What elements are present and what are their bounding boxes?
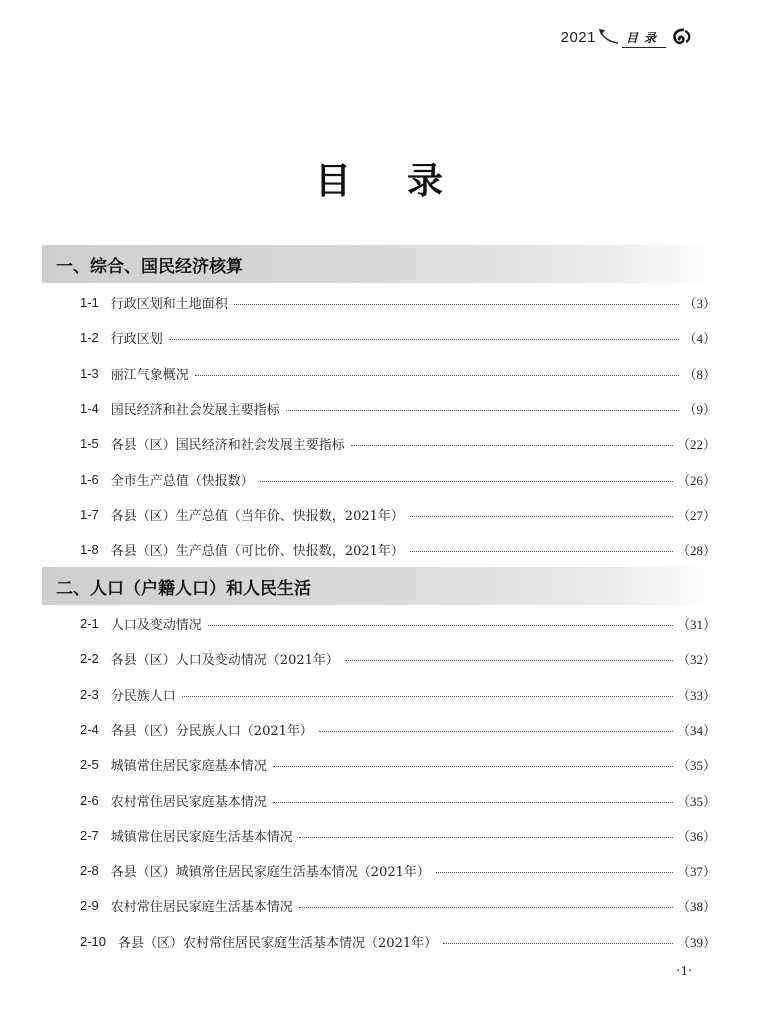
toc-entry-title: 农村常住居民家庭基本情况 — [110, 794, 267, 810]
toc-entry-page: （33） — [676, 687, 716, 703]
dot-leader — [410, 550, 673, 552]
toc-entry-number: 2-2 — [80, 650, 99, 666]
section-title: 二、人口（户籍人口）和人民生活 — [56, 578, 311, 599]
toc-entry-title: 国民经济和社会发展主要指标 — [110, 402, 280, 418]
dot-leader — [195, 374, 680, 376]
toc-entry-title: 各县（区）农村常住居民家庭生活基本情况（2021年） — [118, 935, 438, 951]
toc-entry[interactable] — [80, 362, 716, 384]
toc-entry[interactable] — [80, 503, 716, 525]
toc-entry[interactable] — [80, 753, 716, 775]
toc-entry[interactable] — [80, 397, 716, 419]
toc-entry-page: （36） — [676, 828, 716, 844]
section-title: 一、综合、国民经济核算 — [56, 256, 243, 277]
toc-entry-title: 城镇常住居民家庭生活基本情况 — [110, 829, 293, 845]
toc-entry[interactable] — [80, 930, 716, 952]
toc-entry[interactable] — [80, 683, 716, 705]
toc-entry-page: （34） — [676, 722, 716, 738]
toc-entry[interactable] — [80, 647, 716, 669]
toc-entry-page: （38） — [676, 898, 716, 914]
toc-entry[interactable] — [80, 468, 716, 490]
toc-entry[interactable] — [80, 824, 716, 846]
section-header — [42, 567, 718, 605]
toc-entry-title: 农村常住居民家庭生活基本情况 — [110, 899, 293, 915]
running-header — [561, 22, 692, 52]
toc-entry-title: 全市生产总值（快报数） — [110, 473, 254, 489]
toc-entry[interactable] — [80, 538, 716, 560]
toc-entry-number: 2-10 — [80, 933, 107, 949]
toc-entry-title: 各县（区）城镇常住居民家庭生活基本情况（2021年） — [110, 864, 430, 880]
swirl-logo-icon — [670, 27, 692, 47]
dot-leader — [208, 624, 673, 626]
toc-entry-page: （37） — [676, 863, 716, 879]
dot-leader — [436, 871, 673, 873]
toc-entry-page: （4） — [683, 330, 716, 346]
toc-entry-title: 分民族人口 — [110, 688, 176, 704]
toc-entry-page: （22） — [676, 436, 716, 452]
toc-entry[interactable] — [80, 894, 716, 916]
toc-entry-number: 1-8 — [80, 541, 99, 557]
toc-entry-page: （9） — [683, 401, 716, 417]
toc-entry-page: （35） — [676, 793, 716, 809]
toc-entry[interactable] — [80, 291, 716, 313]
toc-entry-title: 各县（区）国民经济和社会发展主要指标 — [110, 437, 345, 453]
toc-entry-number: 2-5 — [80, 756, 99, 772]
toc-entry-page: （35） — [676, 757, 716, 773]
curved-arrow-icon — [598, 27, 620, 47]
dot-leader — [299, 906, 673, 908]
toc-entry[interactable] — [80, 859, 716, 881]
dot-leader — [273, 801, 673, 803]
toc-entry-page: （27） — [676, 507, 716, 523]
toc-entry-page: （26） — [676, 472, 716, 488]
toc-entry-title: 丽江气象概况 — [110, 367, 189, 383]
toc-entry-number: 2-8 — [80, 862, 99, 878]
toc-entry-page: （28） — [676, 542, 716, 558]
dot-leader — [169, 338, 680, 340]
dot-leader — [273, 765, 673, 767]
toc-entry-page: （8） — [683, 366, 716, 382]
toc-entry-number: 1-7 — [80, 506, 99, 522]
toc-entry[interactable] — [80, 612, 716, 634]
toc-entry-page: （3） — [683, 295, 716, 311]
dot-leader — [260, 480, 673, 482]
toc-entry-number: 2-4 — [80, 721, 99, 737]
header-year: 2021 — [560, 28, 596, 46]
toc-entry[interactable] — [80, 432, 716, 454]
dot-leader — [182, 695, 673, 697]
toc-entry-title: 各县（区）分民族人口（2021年） — [110, 723, 313, 739]
toc-entry-page: （31） — [676, 616, 716, 632]
dot-leader — [319, 730, 673, 732]
page-number: ·1· — [676, 964, 693, 979]
page-title: 目录 — [314, 160, 499, 202]
toc-entry-title: 各县（区）生产总值（可比价、快报数，2021年） — [110, 543, 404, 559]
toc-entry[interactable] — [80, 718, 716, 740]
toc-entry[interactable] — [80, 326, 716, 348]
dot-leader — [299, 836, 673, 838]
toc-entry-number: 1-1 — [80, 294, 99, 310]
dot-leader — [410, 515, 673, 517]
toc-entry-number: 1-5 — [80, 435, 99, 451]
toc-entry-number: 2-1 — [80, 615, 99, 631]
toc-entry-title: 各县（区）人口及变动情况（2021年） — [110, 652, 339, 668]
toc-entry-title: 城镇常住居民家庭基本情况 — [110, 758, 267, 774]
toc-entry-number: 2-6 — [80, 792, 99, 808]
toc-entry-number: 1-6 — [80, 471, 99, 487]
toc-entry-title: 行政区划 — [110, 331, 163, 347]
dot-leader — [286, 409, 680, 411]
toc-entry-number: 2-7 — [80, 827, 99, 843]
toc-entry-title: 各县（区）生产总值（当年价、快报数，2021年） — [110, 508, 404, 524]
toc-entry-page: （39） — [676, 934, 716, 950]
dot-leader — [345, 659, 673, 661]
toc-entry-number: 2-3 — [80, 686, 99, 702]
section-header — [42, 245, 718, 283]
toc-entry-number: 1-3 — [80, 365, 99, 381]
toc-entry-page: （32） — [676, 651, 716, 667]
toc-entry-number: 1-4 — [80, 400, 99, 416]
dot-leader — [443, 942, 673, 944]
toc-entry-title: 行政区划和土地面积 — [110, 296, 228, 312]
toc-entry-number: 1-2 — [80, 329, 99, 345]
dot-leader — [351, 444, 673, 446]
toc-entry[interactable] — [80, 789, 716, 811]
toc-entry-number: 2-9 — [80, 897, 99, 913]
header-section-label: 目录 — [622, 29, 666, 48]
toc-entry-title: 人口及变动情况 — [110, 617, 202, 633]
dot-leader — [234, 303, 680, 305]
